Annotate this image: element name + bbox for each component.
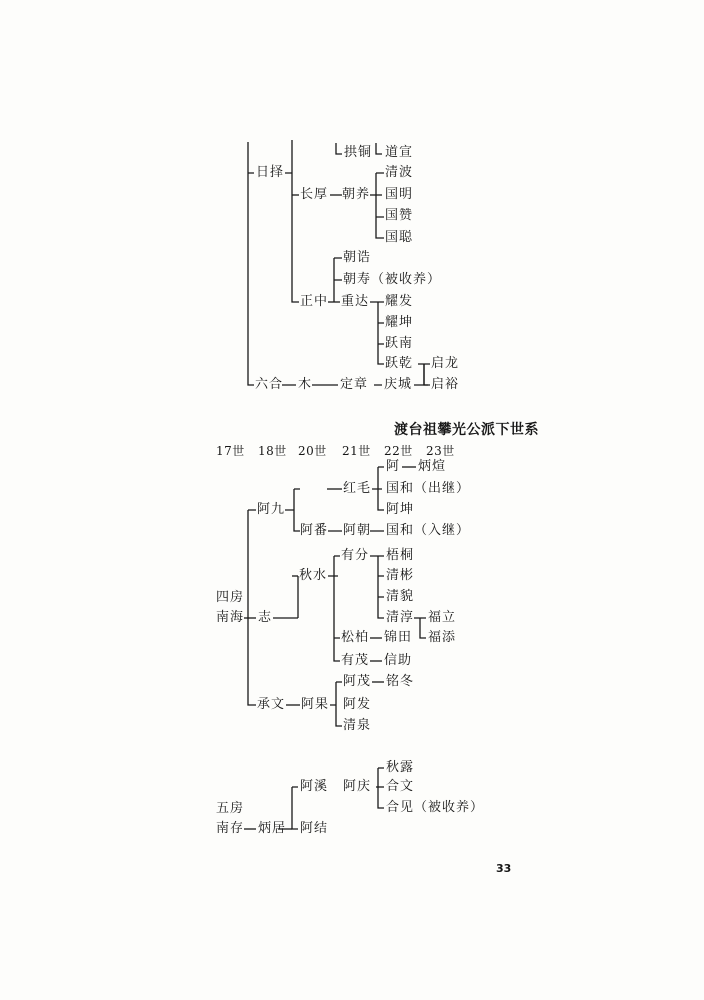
generation-label: 17世 [216,444,245,458]
node-daoxuan: 道宣 [385,145,414,160]
generation-label: 23世 [426,444,455,458]
node-gongtong: 拱铜 [344,145,373,160]
node-amao: 阿茂 [343,674,372,689]
node-akun: 阿坤 [386,502,415,517]
node-qingbo: 清波 [385,165,414,180]
node-hewen: 合文 [386,779,415,794]
node-zhi: 志 [258,610,273,625]
node-afan: 阿番 [300,523,329,538]
generation-label: 18世 [258,444,287,458]
node-bingxuan: 炳煊 [418,459,447,474]
node-xinzhu: 信助 [384,653,413,668]
node-yueqian: 跃乾 [385,356,414,371]
node-hejian: 合见（被收养） [386,800,485,815]
node-qingchun: 清淳 [386,610,415,625]
node-guozan: 国赞 [385,208,414,223]
node-chaoyang: 朝养 [342,187,371,202]
node-wutong: 梧桐 [386,548,415,563]
node-rize: 日择 [256,165,285,180]
node-futian: 福添 [428,630,457,645]
node-ajiu: 阿九 [257,502,286,517]
node-mu: 木 [298,377,313,392]
node-yaokun: 耀坤 [385,315,414,330]
node-dingzhang: 定章 [340,377,369,392]
node-qiulu: 秋露 [386,760,415,775]
node-wufang: 五房 [216,801,245,816]
node-guohe-out: 国和（出继） [386,481,471,496]
generation-label: 22世 [384,444,413,458]
node-qingcheng: 庆城 [384,377,413,392]
section-title: 渡台祖攀光公派下世系 [394,422,539,438]
node-songbai: 松柏 [341,630,370,645]
node-nanhai: 南海 [216,610,245,625]
node-qingquan: 清泉 [343,718,372,733]
node-aguo: 阿果 [301,697,330,712]
node-zhengzhong: 正中 [300,294,329,309]
node-chaoshou: 朝寿（被收养） [343,272,442,287]
node-qingbin: 清彬 [386,568,415,583]
node-qiushui: 秋水 [299,568,328,583]
node-fuli: 福立 [428,610,457,625]
node-a: 阿 [386,459,401,474]
node-liuhe: 六合 [255,377,284,392]
node-mingdong: 铭冬 [386,674,415,689]
node-qilong: 启龙 [431,356,460,371]
node-bingju: 炳居 [258,821,287,836]
node-guohe-in: 国和（入继） [386,523,471,538]
node-sifang: 四房 [216,590,245,605]
node-yaofa: 耀发 [385,294,414,309]
node-guocong: 国聪 [385,230,414,245]
node-yuenan: 跃南 [385,336,414,351]
node-chengwen: 承文 [257,697,286,712]
generation-label: 21世 [342,444,371,458]
node-zhongda: 重达 [341,294,370,309]
node-afa: 阿发 [343,697,372,712]
node-achao: 阿朝 [343,523,372,538]
node-jintian: 锦田 [384,630,413,645]
node-chaohua: 朝诰 [343,250,372,265]
node-axi: 阿溪 [300,779,329,794]
node-hongmao: 红毛 [343,481,372,496]
node-youfen: 有分 [341,548,370,563]
node-qingmao: 清貌 [386,589,415,604]
node-qiyu: 启裕 [431,377,460,392]
node-ajie: 阿结 [300,821,329,836]
node-nancun: 南存 [216,821,245,836]
node-aqing: 阿庆 [343,779,372,794]
generation-label: 20世 [298,444,327,458]
page-number: 33 [496,862,512,875]
node-youmao: 有茂 [341,653,370,668]
node-changhou: 长厚 [300,187,329,202]
node-guoming: 国明 [385,187,414,202]
